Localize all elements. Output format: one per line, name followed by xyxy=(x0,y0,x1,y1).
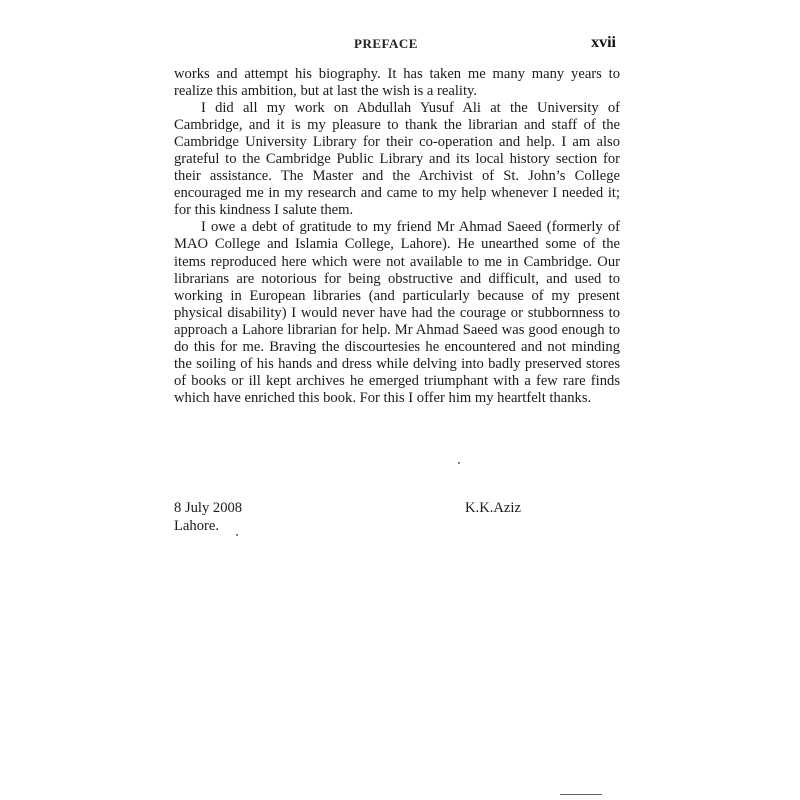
preface-body xyxy=(174,66,620,407)
print-speck xyxy=(458,462,460,464)
paragraph-cambridge-thanks: I did all my work on Abdullah Yusuf Ali at the University of Cambridge, and it is my pleasure to thank the librarian and staff of the Cambridge University Library for their co-operation and help. I am also grateful to the Cambridge Public Library and its local history section for their assistance. The Master and the Archivist of St. John’s College encouraged me in my research and came to my help whenever I needed it; for this kindness I salute them. xyxy=(174,100,620,219)
page-header xyxy=(174,32,622,56)
paragraph-continuation: works and attempt his biography. It has taken me many many years to realize this ambition, but at last the wish is a reality. xyxy=(174,66,620,100)
author-signature: K.K.Aziz xyxy=(465,500,521,516)
page-edge-mark xyxy=(560,794,602,795)
preface-date: 8 July 2008 xyxy=(174,500,243,516)
print-speck xyxy=(236,534,238,536)
paragraph-ahmad-saeed-thanks: I owe a debt of gratitude to my friend Mr Ahmad Saeed (formerly of MAO College and Islamia College, Lahore). He unearthed some of the items reproduced here which were not available to me in Cambridge. Our librarians are notorious for being obstructive and difficult, and used to working in European libraries (and particularly because of my present physical disability) I would never have had the courage or stubbornness to approach a Lahore librarian for help. Mr Ahmad Saeed was good enough to do this for me. Braving the discourtesies he encountered and not minding the soiling of his hands and dress while delving into badly preserved stores of books or ill kept archives he emerged triumphant with a few rare finds which have enriched this book. For this I offer him my heartfelt thanks. xyxy=(174,219,620,406)
running-head: PREFACE xyxy=(354,36,418,51)
page-number: xvii xyxy=(591,34,616,51)
preface-place: Lahore. xyxy=(174,518,219,534)
